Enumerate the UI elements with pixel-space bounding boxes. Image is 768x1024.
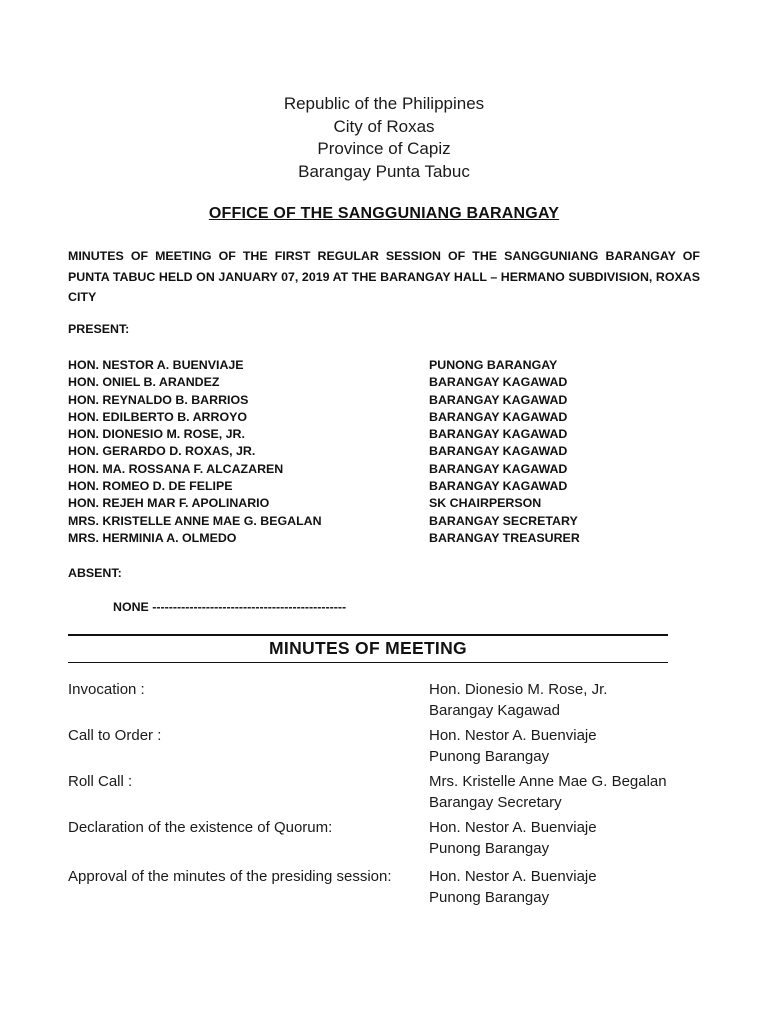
agenda-officer [429,818,597,859]
roster-row [68,530,708,547]
letterhead-line-city: City of Roxas [333,116,435,136]
agenda-person: Hon. Nestor A. Buenviaje [429,727,597,744]
roster-row [68,392,708,409]
letterhead-line-province: Province of Capiz [317,139,451,158]
agenda-label: Roll Call : [68,773,133,790]
member-name: HON. ROMEO D. DE FELIPE [68,479,233,494]
roster-row [68,461,708,478]
member-name: MRS. KRISTELLE ANNE MAE G. BEGALAN [68,513,322,528]
agenda-label: Call to Order : [68,727,162,744]
agenda-officer [429,726,597,767]
roster-row [68,357,708,374]
agenda-officer [429,680,607,721]
agenda-label: Declaration of the existence of Quorum: [68,819,333,836]
roster-row [68,478,708,495]
agenda-person: Hon. Dionesio M. Rose, Jr. [429,681,608,698]
member-position: BARANGAY KAGAWAD [429,375,568,390]
agenda-role: Punong Barangay [429,839,550,857]
member-name: HON. EDILBERTO B. ARROYO [68,409,247,424]
member-name: HON. GERARDO D. ROXAS, JR. [68,444,256,459]
office-title: OFFICE OF THE SANGGUNIANG BARANGAY [208,205,560,222]
minutes-rule-top [68,634,668,636]
member-position: BARANGAY TREASURER [429,530,580,545]
member-name: HON. DIONESIO M. ROSE, JR. [68,427,245,442]
member-name: HON. NESTOR A. BUENVIAJE [68,358,244,372]
roster-row [68,443,708,460]
agenda-officer [429,867,597,908]
member-position: BARANGAY KAGAWAD [429,409,568,424]
agenda-item [68,772,708,818]
member-name: HON. MA. ROSSANA F. ALCAZAREN [68,461,284,476]
agenda-role: Punong Barangay [429,888,550,906]
roster-row [68,426,708,443]
member-name: MRS. HERMINIA A. OLMEDO [68,530,237,545]
member-position: BARANGAY KAGAWAD [429,461,568,476]
agenda-label: Invocation : [68,681,145,698]
agenda-person: Hon. Nestor A. Buenviaje [429,819,597,836]
member-position: PUNONG BARANGAY [429,358,558,372]
absent-label: ABSENT: [68,566,122,580]
agenda-role: Punong Barangay [429,747,550,765]
minutes-rule-bottom [68,662,668,663]
member-name: HON. REYNALDO B. BARRIOS [68,392,249,407]
member-name: HON. ONIEL B. ARANDEZ [68,375,220,390]
member-position: BARANGAY KAGAWAD [429,392,568,407]
agenda-role: Barangay Secretary [429,793,562,811]
member-position: SK CHAIRPERSON [429,496,542,511]
roster-row [68,409,708,426]
present-label: PRESENT: [68,322,130,336]
agenda-list [68,680,708,906]
letterhead [0,93,768,183]
agenda-role: Barangay Kagawad [429,701,560,719]
member-name: HON. REJEH MAR F. APOLINARIO [68,496,270,511]
member-position: BARANGAY SECRETARY [429,513,578,528]
member-position: BARANGAY KAGAWAD [429,427,568,442]
agenda-item [68,726,708,772]
letterhead-line-country: Republic of the Philippines [283,94,485,113]
roster-row [68,374,708,391]
agenda-item [68,680,708,726]
absent-none-line: NONE ----------------------------------------------- [113,600,347,614]
agenda-item [68,818,708,867]
present-roster [68,357,708,547]
letterhead-line-barangay: Barangay Punta Tabuc [298,161,470,181]
minutes-title: MINUTES OF MEETING [269,638,467,658]
roster-row [68,513,708,530]
agenda-person: Hon. Nestor A. Buenviaje [429,868,597,885]
agenda-person: Mrs. Kristelle Anne Mae G. Begalan [429,773,667,790]
agenda-label: Approval of the minutes of the presiding session: [68,868,392,885]
agenda-officer [429,772,667,813]
roster-row [68,495,708,512]
member-position: BARANGAY KAGAWAD [429,479,568,494]
meeting-intro: MINUTES OF MEETING OF THE FIRST REGULAR SESSION OF THE SANGGUNIANG BARANGAY OF PUNTA TABUC HELD ON JANUARY 07, 2019 AT THE BARANGAY HALL – HERMANO SUBDIVISION, ROXAS CITY [68,249,700,304]
member-position: BARANGAY KAGAWAD [429,444,568,459]
